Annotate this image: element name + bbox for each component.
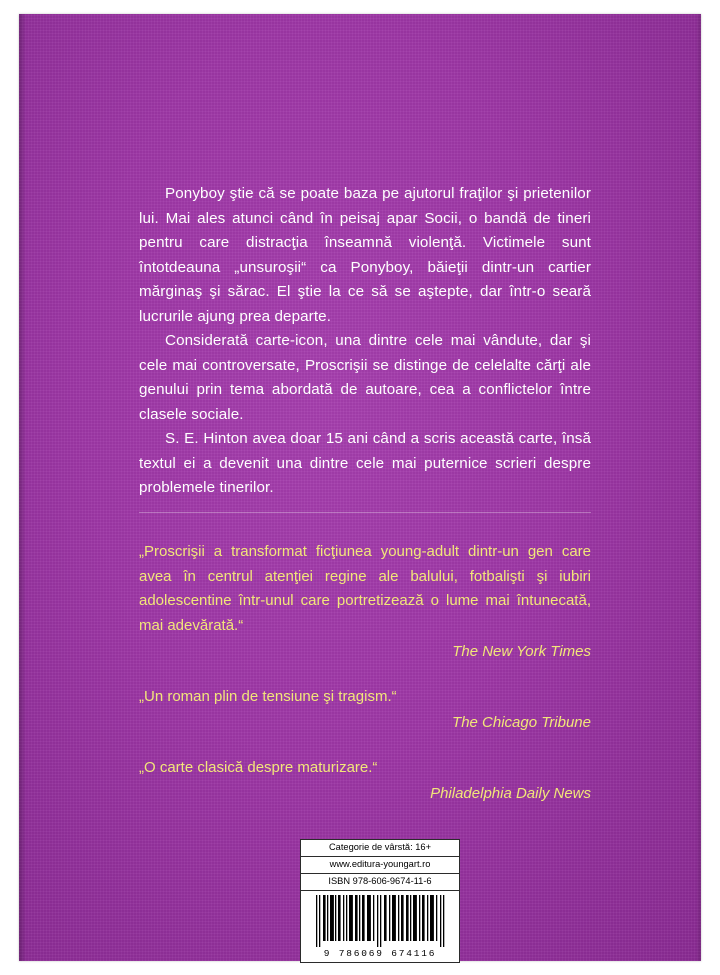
publisher-website[interactable]: www.editura-youngart.ro <box>301 857 459 874</box>
isbn-label: ISBN 978-606-9674-11-6 <box>301 874 459 891</box>
ean-number: 9 786069 674116 <box>323 948 437 959</box>
review-source: The New York Times <box>452 643 591 660</box>
blurb-text <box>139 182 591 501</box>
reviews-section <box>139 540 601 827</box>
age-category-label: Categorie de vârstă: 16+ <box>301 840 459 857</box>
barcode-bars-icon <box>314 895 446 947</box>
review-quote: „Un roman plin de tensiune şi tragism.“ <box>139 687 397 705</box>
review-item <box>139 540 601 665</box>
right-edge-shadow <box>696 14 701 961</box>
review-source: Philadelphia Daily News <box>430 785 591 802</box>
book-back-cover <box>19 14 701 961</box>
blurb-paragraph: Ponyboy ştie că se poate baza pe ajutorul fraţilor şi prietenilor lui. Mai ales atunci când în peisaj apar Socii, o bandă de tineri pentru care distracţia înseamnă violenţă. Victimele sunt întotdeauna „unsuroşii“ ca Ponyboy, băieţii dintr-un cartier mărginaş şi sărac. El ştie la ce să se aştepte, dar într-o seară lucrurile ajung prea departe. <box>139 185 591 325</box>
review-item <box>139 756 601 807</box>
review-source: The Chicago Tribune <box>452 714 591 731</box>
review-quote: „O carte clasică despre maturizare.“ <box>139 758 378 776</box>
section-divider <box>139 512 591 513</box>
spine-shadow <box>19 14 26 961</box>
blurb-paragraph: S. E. Hinton avea doar 15 ani când a scris această carte, însă textul ei a devenit una dintre cele mai puternice scrieri despre problemele tinerilor. <box>139 430 591 496</box>
review-quote: „Proscrişii a transformat ficţiunea young-adult dintr-un gen care avea în centrul atenţiei regine ale balului, fotbalişti şi iubiri adolescentine într-unul care portretizează o lume mai întunecată, mai adevărată.“ <box>139 543 591 634</box>
barcode-block <box>300 839 460 963</box>
blurb-paragraph: Considerată carte-icon, una dintre cele mai vândute, dar şi cele mai controversate, Proscrişii se distinge de celelalte cărţi ale genului prin tema abordată de autoare, cea a conflictelor între clasele sociale. <box>139 332 591 423</box>
review-item <box>139 685 601 736</box>
